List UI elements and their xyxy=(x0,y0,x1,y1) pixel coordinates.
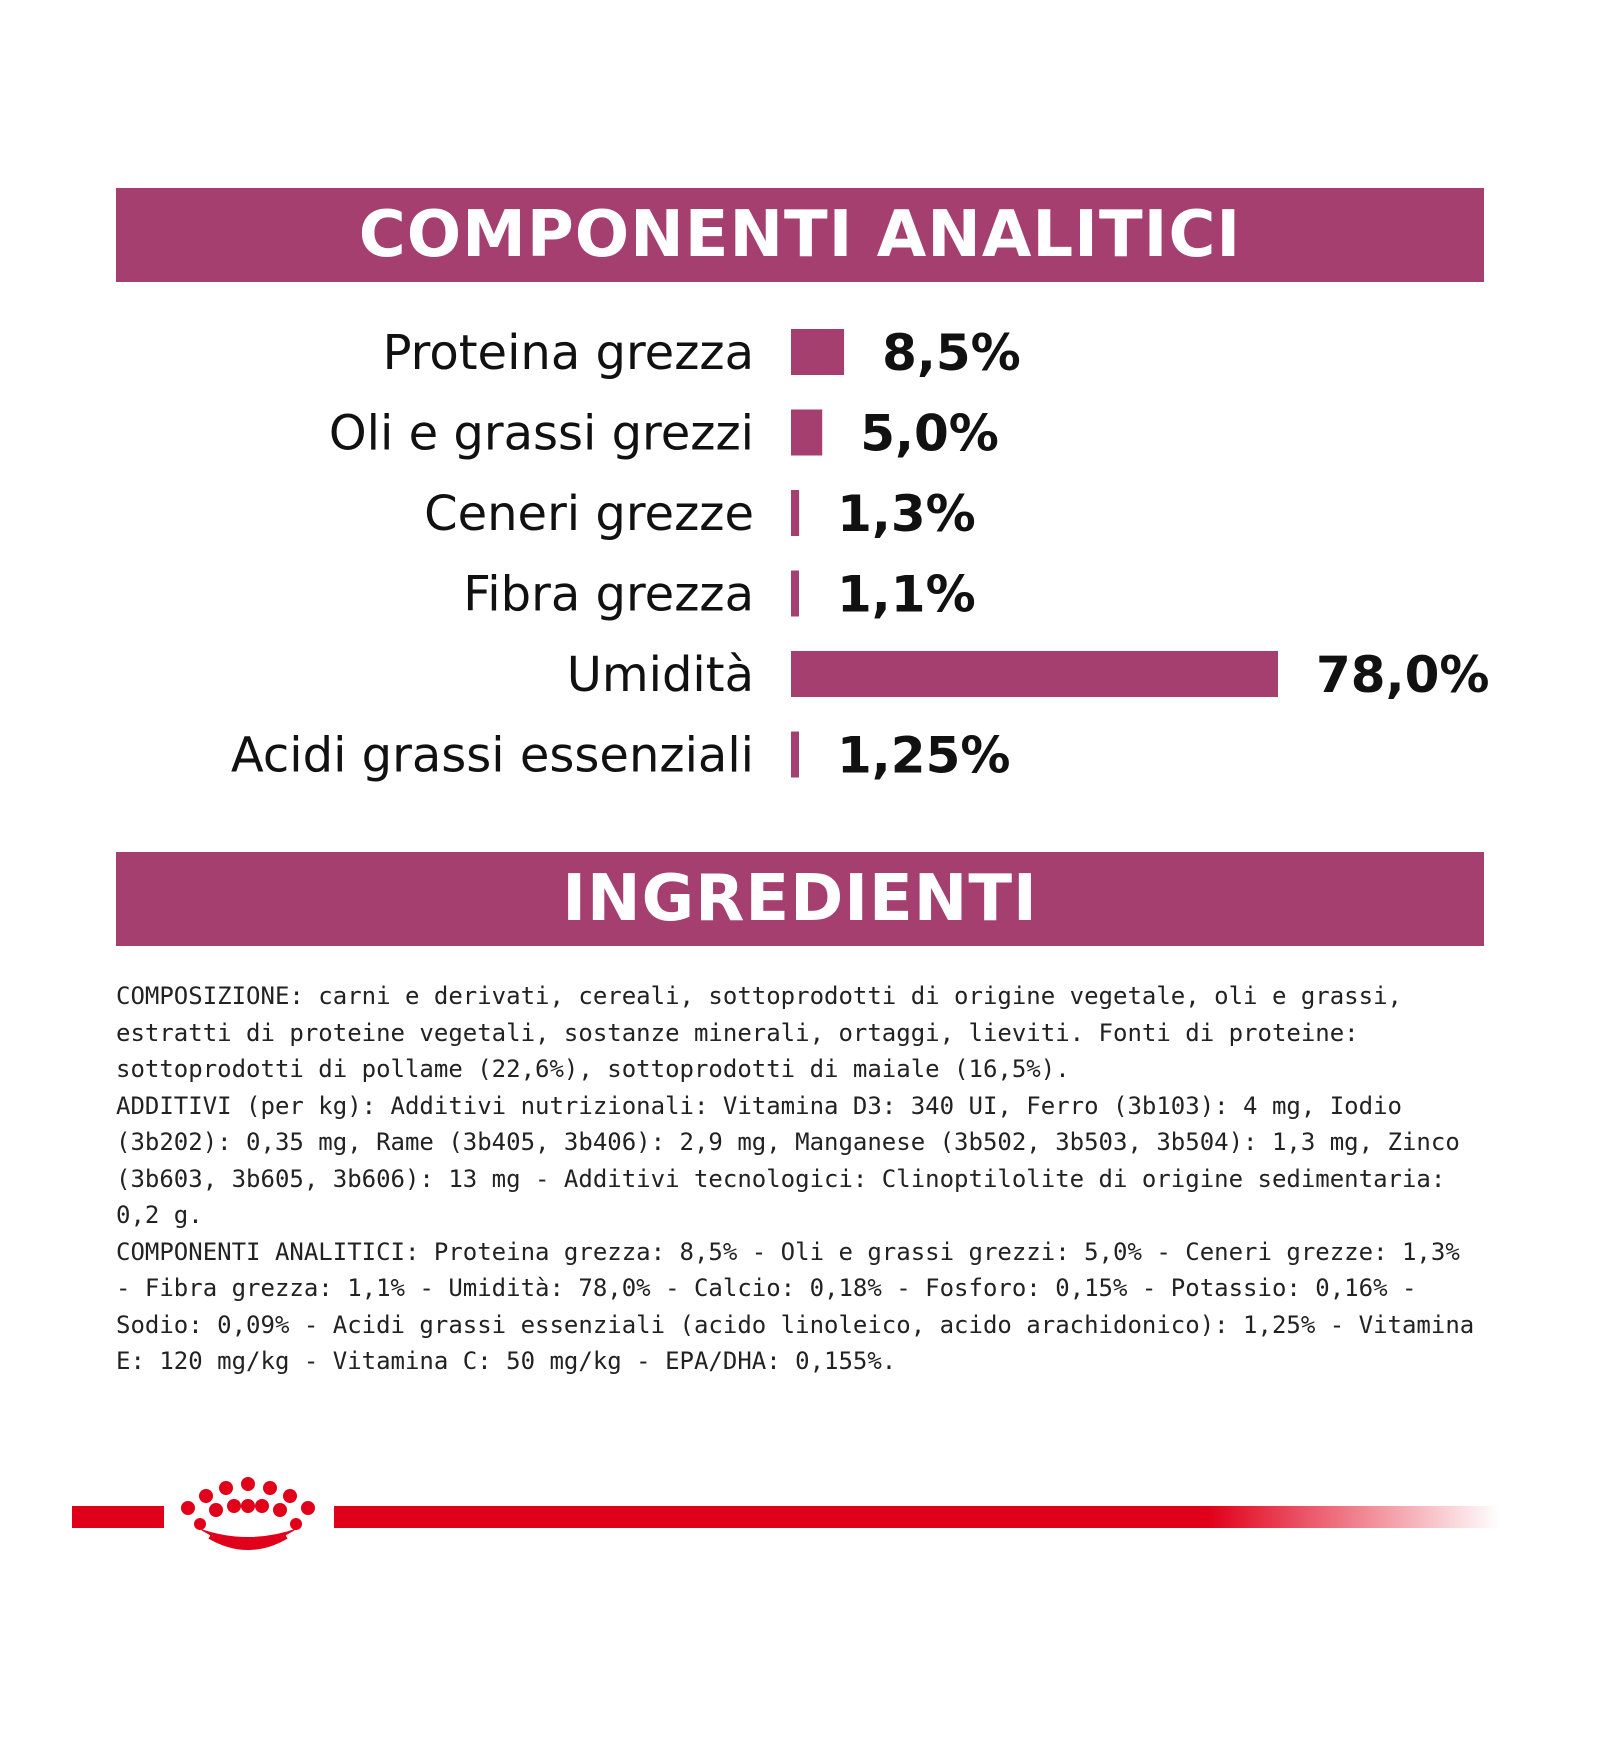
section-header-analitici: COMPONENTI ANALITICI xyxy=(116,188,1484,282)
analytical-components-chart xyxy=(0,300,1600,820)
value-label: 8,5% xyxy=(882,324,1021,382)
bar xyxy=(791,490,799,536)
category-label: Oli e grassi grezzi xyxy=(328,405,754,462)
category-label: Fibra grezza xyxy=(463,566,754,623)
value-label: 1,25% xyxy=(837,726,1011,785)
ingredients-text xyxy=(116,978,1486,1380)
analytical-paragraph: COMPONENTI ANALITICI: Proteina grezza: 8,5% - Oli e grassi grezzi: 5,0% - Ceneri grezze: 1,3% - Fibra grezza: 1,1% - Umidità: 78,0% - Calcio: 0,18% - Fosforo: 0,15% - Potassio: 0,16% - Sodio: 0,09% - Acidi grassi essenziali (acido linoleico, acido arachidonico): 1,25% - Vitamina E: 120 mg/kg - Vitamina C: 50 mg/kg - EPA/DHA: 0,155%. xyxy=(116,1237,1475,1375)
bar xyxy=(791,651,1278,697)
brand-footer xyxy=(72,1476,1432,1556)
category-label: Acidi grassi essenziali xyxy=(230,727,754,784)
category-label: Proteina grezza xyxy=(382,325,754,381)
bar xyxy=(791,329,844,375)
category-label: Ceneri grezze xyxy=(424,486,754,542)
bar xyxy=(791,571,799,617)
value-label: 1,3% xyxy=(837,485,976,543)
bar xyxy=(791,732,799,778)
value-label: 1,1% xyxy=(837,565,976,624)
section-header-ingredienti: INGREDIENTI xyxy=(116,852,1484,946)
value-label: 5,0% xyxy=(860,404,999,463)
category-label: Umidità xyxy=(566,647,754,703)
brand-line-right xyxy=(334,1506,1500,1528)
value-label: 78,0% xyxy=(1316,646,1490,704)
bar xyxy=(791,410,822,456)
composition-paragraph: COMPOSIZIONE: carni e derivati, cereali, sottoprodotti di origine vegetale, oli e grassi, estratti di proteine vegetali, sostanze minerali, ortaggi, lieviti. Fonti di proteine: sottoprodotti di pollame (22,6%), sottoprodotti di maiale (16,5%). xyxy=(116,982,1402,1083)
additives-paragraph: ADDITIVI (per kg): Additivi nutrizionali: Vitamina D3: 340 UI, Ferro (3b103): 4 mg, Iodio (3b202): 0,35 mg, Rame (3b405, 3b406): 2,9 mg, Manganese (3b502, 3b503, 3b504): 1,3 mg, Zinco (3b603, 3b605, 3b606): 13 mg - Additivi tecnologici: Clinoptilolite di origine sedimentaria: 0,2 g. xyxy=(116,1091,1460,1229)
crown-icon xyxy=(168,1476,328,1556)
brand-line-left xyxy=(72,1506,164,1528)
